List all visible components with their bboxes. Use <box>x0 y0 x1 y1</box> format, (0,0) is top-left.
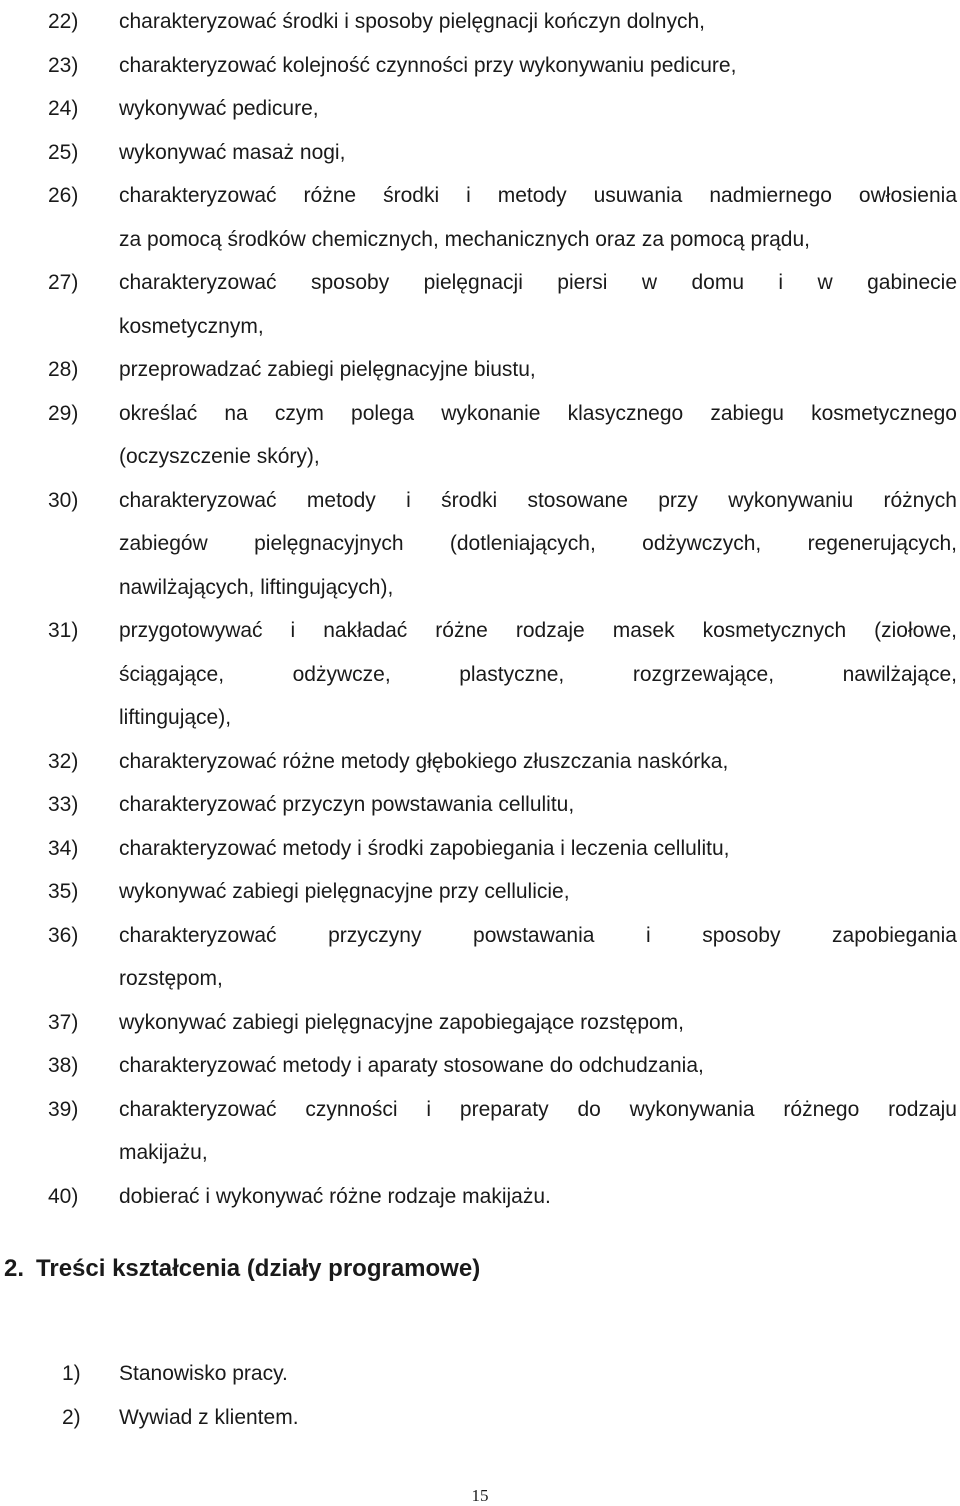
item-text-line: za pomocą środków chemicznych, mechanicznych oraz za pomocą prądu, <box>119 227 810 251</box>
item-number: 38) <box>48 1054 79 1077</box>
item-text-line: charakteryzować metody i aparaty stosowane do odchudzania, <box>119 1054 704 1077</box>
item-number: 40) <box>48 1184 79 1208</box>
list-item <box>0 174 960 261</box>
section-number: 2. <box>4 1255 25 1282</box>
item-text-line: charakteryzować sposoby pielęgnacji piersi w domu i w gabinecie <box>119 271 957 294</box>
list-item <box>0 1352 960 1396</box>
item-number: 26) <box>48 184 79 207</box>
item-text: Wywiad z klientem. <box>119 1405 299 1429</box>
item-number: 28) <box>48 358 79 381</box>
item-text <box>119 261 957 348</box>
item-text-line: charakteryzować przyczyny powstawania i sposoby zapobiegania <box>119 923 957 947</box>
item-text-line: liftingujące), <box>119 706 232 729</box>
item-text-line: wykonywać masaż nogi, <box>119 140 346 164</box>
item-text-line: nawilżających, liftingujących), <box>119 575 394 599</box>
item-text-line: charakteryzować środki i sposoby pielęgnacji kończyn dolnych, <box>119 10 705 33</box>
item-text-line: przygotowywać i nakładać różne rodzaje masek kosmetycznych (ziołowe, <box>119 619 957 642</box>
list-item <box>0 1001 960 1045</box>
item-text: Stanowisko pracy. <box>119 1362 288 1385</box>
item-number: 27) <box>48 271 79 294</box>
item-text <box>119 740 957 784</box>
item-number: 24) <box>48 97 79 120</box>
list-item <box>0 0 960 44</box>
item-text <box>119 348 957 392</box>
item-text <box>119 914 957 1001</box>
item-text <box>119 0 957 44</box>
item-number: 36) <box>48 923 79 947</box>
list-item <box>0 609 960 740</box>
item-text-line: wykonywać zabiegi pielęgnacyjne przy cellulicie, <box>119 880 570 903</box>
item-text-line: kosmetycznym, <box>119 314 264 338</box>
item-text <box>119 1044 957 1088</box>
item-text-line: zabiegów pielęgnacyjnych (dotleniających, odżywczych, regenerujących, <box>119 532 957 555</box>
item-number: 25) <box>48 140 79 164</box>
item-number: 35) <box>48 880 79 903</box>
item-number: 31) <box>48 619 79 642</box>
item-text <box>119 87 957 131</box>
item-number: 2) <box>62 1405 81 1429</box>
list-item <box>0 827 960 871</box>
item-text-line: (oczyszczenie skóry), <box>119 445 320 468</box>
item-text <box>119 1088 957 1175</box>
content-list <box>0 1352 960 1439</box>
item-text-line: przeprowadzać zabiegi pielęgnacyjne biustu, <box>119 358 536 381</box>
item-text <box>119 131 957 175</box>
list-item <box>0 479 960 610</box>
item-number: 33) <box>48 793 79 816</box>
item-text-line: charakteryzować kolejność czynności przy wykonywaniu pedicure, <box>119 53 737 77</box>
item-text-line: charakteryzować metody i środki zapobiegania i leczenia cellulitu, <box>119 836 730 860</box>
list-item <box>0 348 960 392</box>
item-number: 29) <box>48 401 79 425</box>
list-item <box>0 44 960 88</box>
list-item <box>0 1044 960 1088</box>
item-text-line: ściągające, odżywcze, plastyczne, rozgrzewające, nawilżające, <box>119 662 957 686</box>
list-item <box>0 1175 960 1219</box>
item-text-line: charakteryzować metody i środki stosowane przy wykonywaniu różnych <box>119 488 957 512</box>
item-text <box>119 827 957 871</box>
item-text-line: określać na czym polega wykonanie klasycznego zabiegu kosmetycznego <box>119 401 957 425</box>
list-item <box>0 261 960 348</box>
item-text <box>119 783 957 827</box>
item-text <box>119 1001 957 1045</box>
item-text-line: charakteryzować różne środki i metody usuwania nadmiernego owłosienia <box>119 184 957 207</box>
item-number: 34) <box>48 836 79 860</box>
item-text-line: charakteryzować czynności i preparaty do wykonywania różnego rodzaju <box>119 1097 957 1121</box>
list-item <box>0 1088 960 1175</box>
item-text <box>119 870 957 914</box>
item-text-line: wykonywać zabiegi pielęgnacyjne zapobiegające rozstępom, <box>119 1010 685 1034</box>
list-item <box>0 740 960 784</box>
item-text <box>119 174 957 261</box>
list-item <box>0 1396 960 1440</box>
list-item <box>0 131 960 175</box>
item-text <box>119 392 957 479</box>
item-text-line: dobierać i wykonywać różne rodzaje makijażu. <box>119 1184 551 1208</box>
item-text <box>119 44 957 88</box>
item-text <box>119 609 957 740</box>
list-item <box>0 87 960 131</box>
item-number: 30) <box>48 488 79 512</box>
item-number: 37) <box>48 1010 79 1034</box>
list-item <box>0 783 960 827</box>
item-number: 39) <box>48 1097 79 1121</box>
page-number: 15 <box>471 1486 489 1505</box>
list-item <box>0 914 960 1001</box>
item-number: 23) <box>48 53 79 77</box>
item-text <box>119 479 957 610</box>
section-title: Treści kształcenia (działy programowe) <box>36 1255 481 1282</box>
item-text-line: rozstępom, <box>119 967 223 990</box>
item-number: 22) <box>48 10 79 33</box>
list-item <box>0 392 960 479</box>
item-text-line: charakteryzować przyczyn powstawania cellulitu, <box>119 793 575 816</box>
item-text-line: makijażu, <box>119 1141 208 1164</box>
item-number: 32) <box>48 749 79 773</box>
item-text <box>119 1175 957 1219</box>
list-item <box>0 870 960 914</box>
item-text-line: charakteryzować różne metody głębokiego złuszczania naskórka, <box>119 749 729 773</box>
item-number: 1) <box>62 1362 81 1385</box>
item-text-line: wykonywać pedicure, <box>119 97 319 120</box>
section-heading <box>4 1255 480 1283</box>
